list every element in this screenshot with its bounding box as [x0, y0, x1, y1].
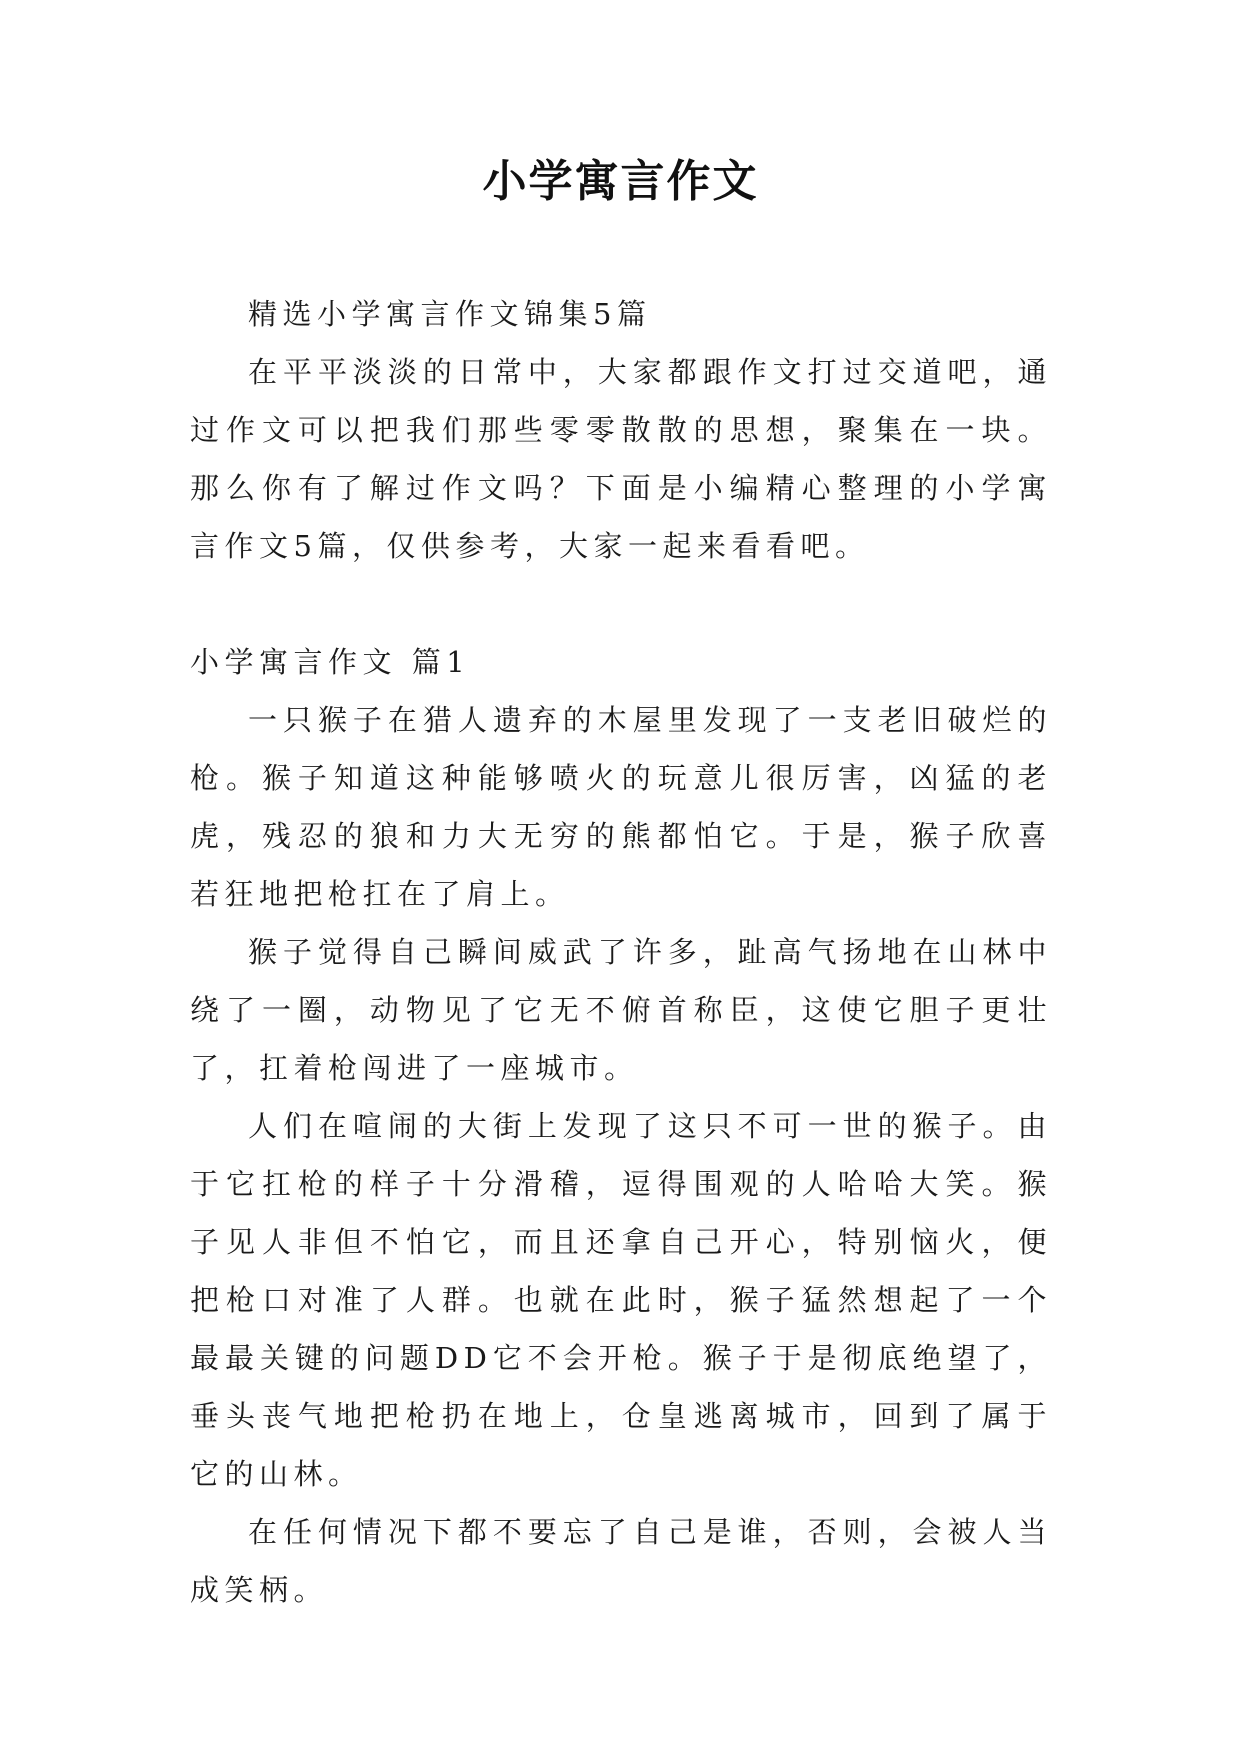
body-paragraph: 一只猴子在猎人遗弃的木屋里发现了一支老旧破烂的枪。猴子知道这种能够喷火的玩意儿很厉害，凶猛的老虎，残忍的狼和力大无穷的熊都怕它。于是，猴子欣喜若狂地把枪扛在了肩上。: [190, 703, 1052, 911]
body-paragraph: 在任何情况下都不要忘了自己是谁，否则，会被人当成笑柄。: [190, 1515, 1052, 1607]
intro-paragraph: 在平平淡淡的日常中，大家都跟作文打过交道吧，通过作文可以把我们那些零零散散的思想，聚集在一块。那么你有了解过作文吗？下面是小编精心整理的小学寓言作文5篇，仅供参考，大家一起来看看吧。: [190, 355, 1052, 563]
section-heading: 小学寓言作文 篇1: [190, 645, 471, 679]
body-paragraph: 猴子觉得自己瞬间威武了许多，趾高气扬地在山林中绕了一圈，动物见了它无不俯首称臣，这使它胆子更壮了，扛着枪闯进了一座城市。: [190, 935, 1052, 1085]
document-body: [190, 285, 1052, 1619]
body-paragraph: 人们在喧闹的大街上发现了这只不可一世的猴子。由于它扛枪的样子十分滑稽，逗得围观的人哈哈大笑。猴子见人非但不怕它，而且还拿自己开心，特别恼火，便把枪口对准了人群。也就在此时，猴子猛然想起了一个最最关键的问题DD它不会开枪。猴子于是彻底绝望了，垂头丧气地把枪扔在地上，仓皇逃离城市，回到了属于它的山林。: [190, 1109, 1052, 1491]
document-subtitle: 精选小学寓言作文锦集5篇: [248, 297, 652, 331]
document-title: 小学寓言作文: [482, 156, 759, 207]
